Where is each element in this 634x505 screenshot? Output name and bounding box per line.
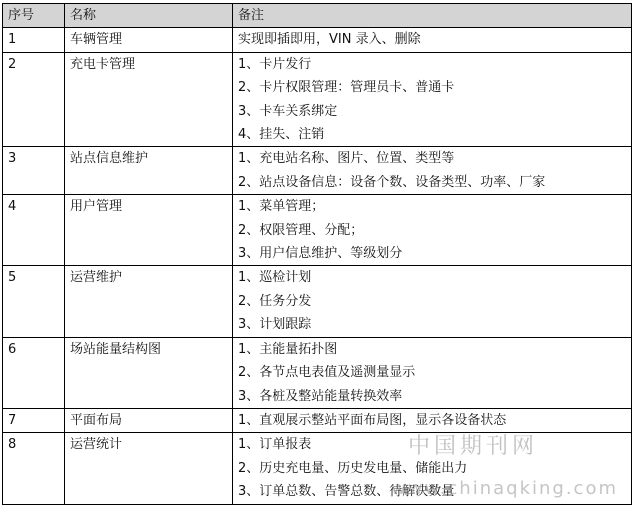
row-notes — [233, 266, 632, 337]
watermark-url: www.chinaqking.com — [391, 478, 618, 499]
note-line: 1、主能量拓扑图 — [238, 341, 338, 357]
note-line: 4、挂失、注销 — [238, 127, 325, 143]
note-line: 3、订单总数、告警总数、待解决数量 — [238, 484, 455, 500]
row-number: 6 — [3, 337, 65, 408]
note-line: 2、历史充电量、历史发电量、储能出力 — [238, 460, 468, 476]
table-row — [3, 52, 632, 147]
note-line: 2、各节点电表值及遥测量显示 — [238, 365, 416, 381]
row-name: 平面布局 — [65, 408, 233, 432]
header-row — [3, 4, 632, 28]
row-notes — [233, 147, 632, 195]
note-line: 2、任务分发 — [238, 293, 312, 309]
row-name: 运营统计 — [65, 433, 233, 504]
row-name: 运营维护 — [65, 266, 233, 337]
row-name: 场站能量结构图 — [65, 337, 233, 408]
note-line: 1、订单报表 — [238, 437, 312, 453]
row-number: 4 — [3, 195, 65, 266]
note-line: 3、各桩及整站能量转换效率 — [238, 388, 403, 404]
row-number: 7 — [3, 408, 65, 432]
row-number: 8 — [3, 433, 65, 504]
table-row — [3, 195, 632, 266]
row-number: 3 — [3, 147, 65, 195]
note-line: 1、充电站名称、图片、位置、类型等 — [238, 151, 455, 167]
row-notes — [233, 28, 632, 52]
note-line: 1、菜单管理； — [238, 199, 325, 215]
row-name: 站点信息维护 — [65, 147, 233, 195]
row-number: 2 — [3, 52, 65, 147]
note-line: 1、直观展示整站平面布局图，显示各设备状态 — [238, 412, 507, 428]
note-line: 3、卡车关系绑定 — [238, 103, 338, 119]
note-line: 实现即插即用，VIN 录入、删除 — [238, 32, 421, 48]
row-number: 1 — [3, 28, 65, 52]
header-notes: 备注 — [233, 4, 632, 28]
note-line: 3、用户信息维护、等级划分 — [238, 246, 403, 262]
row-number: 5 — [3, 266, 65, 337]
table-row — [3, 266, 632, 337]
table-row — [3, 147, 632, 195]
note-line: 2、站点设备信息：设备个数、设备类型、功率、厂家 — [238, 174, 546, 190]
note-line: 3、计划跟踪 — [238, 317, 312, 333]
row-notes — [233, 52, 632, 147]
table-row — [3, 28, 632, 52]
table-row — [3, 337, 632, 408]
row-name: 用户管理 — [65, 195, 233, 266]
header-name: 名称 — [65, 4, 233, 28]
row-name: 车辆管理 — [65, 28, 233, 52]
note-line: 1、巡检计划 — [238, 270, 312, 286]
row-notes — [233, 195, 632, 266]
row-name: 充电卡管理 — [65, 52, 233, 147]
row-notes — [233, 337, 632, 408]
watermark-text: 中国期刊网 — [407, 434, 538, 459]
note-line: 2、卡片权限管理：管理员卡、普通卡 — [238, 80, 455, 96]
header-number: 序号 — [3, 4, 65, 28]
note-line: 2、权限管理、分配； — [238, 222, 364, 238]
note-line: 1、卡片发行 — [238, 56, 312, 72]
